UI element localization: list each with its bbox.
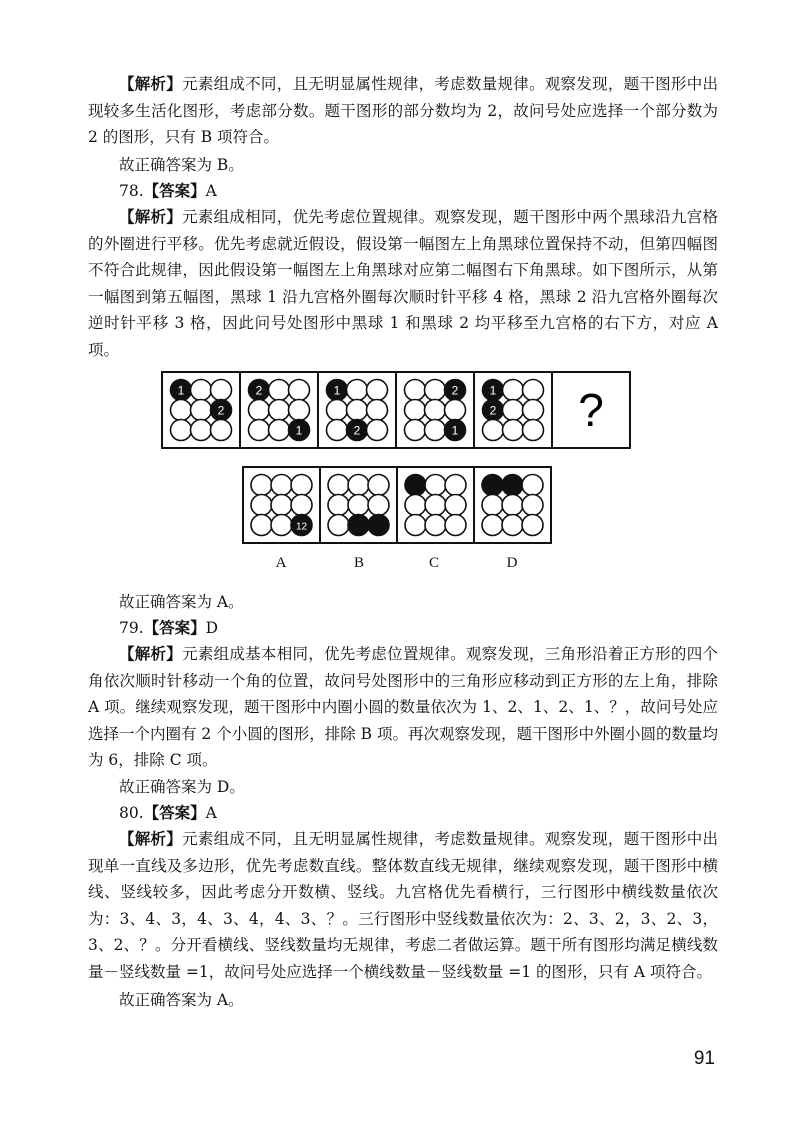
white-ball	[482, 495, 503, 516]
white-ball	[523, 380, 544, 401]
white-ball	[445, 495, 466, 516]
white-ball	[347, 380, 368, 401]
white-ball	[291, 475, 312, 496]
q78-number: 78.	[119, 182, 144, 200]
ball-label: 1	[451, 423, 459, 438]
black-ball	[405, 475, 426, 496]
white-ball	[367, 400, 388, 421]
white-ball	[251, 475, 272, 496]
q80-number: 80.	[119, 804, 144, 822]
q79-analysis-text: 元素组成基本相同，优先考虑位置规律。观察发现，三角形沿着正方形的四个角依次顺时针移动一个角的位置，故问号处图形中的三角形应移动到正方形的左上角，排除 A 项。继续观察发现，题干图形中内圈小圆的数量依次为 1、2、1、2、1、？，故问号处应选择一个内圈有 2 个小圆的图形，排除 B 项。再次观察发现，题干图形中外圈小圆的数量均为 6，排除 C 项。	[88, 645, 718, 770]
white-ball	[348, 475, 369, 496]
white-ball	[425, 495, 446, 516]
q78-answer: A	[205, 182, 217, 200]
white-ball	[368, 495, 389, 516]
white-ball	[271, 515, 292, 536]
q78-option-row	[243, 467, 551, 543]
white-ball	[271, 475, 292, 496]
q79-analysis	[88, 641, 718, 774]
white-ball	[425, 420, 446, 441]
q77-conclusion: 故正确答案为 B。	[119, 156, 244, 174]
white-ball	[328, 515, 349, 536]
black-ball	[368, 515, 389, 536]
white-ball	[445, 515, 466, 536]
white-ball	[191, 380, 212, 401]
black-ball	[502, 475, 523, 496]
q79-number: 79.	[119, 619, 144, 637]
ball-label: 1	[295, 423, 303, 438]
white-ball	[269, 380, 290, 401]
white-ball	[522, 475, 543, 496]
white-ball	[211, 380, 232, 401]
q78-analysis-tag: 【解析】	[119, 207, 183, 226]
white-ball	[269, 400, 290, 421]
option-panel-2	[320, 467, 397, 543]
white-ball	[405, 400, 426, 421]
option-label-c: C	[428, 555, 439, 571]
option-label-b: B	[353, 555, 364, 571]
q78-stem-row	[162, 372, 630, 448]
q77-analysis-tag: 【解析】	[119, 74, 183, 93]
white-ball	[171, 400, 192, 421]
ball-label: 2	[353, 423, 361, 438]
page-number: 91	[693, 1048, 715, 1069]
q80-analysis	[88, 826, 718, 986]
white-ball	[405, 515, 426, 536]
white-ball	[502, 495, 523, 516]
stem-panel-2	[240, 372, 318, 448]
ball-label: 1	[333, 383, 341, 398]
q77-analysis-text: 元素组成不同，且无明显属性规律，考虑数量规律。观察发现，题干图形中出现较多生活化图形，考虑部分数。题干图形的部分数均为 2，故问号处应选择一个部分数为 2 的图形，只有 B 项符合。	[88, 75, 718, 147]
white-ball	[405, 420, 426, 441]
white-ball	[483, 420, 504, 441]
ball-label: 2	[217, 403, 225, 418]
white-ball	[211, 420, 232, 441]
white-ball	[328, 475, 349, 496]
black-ball	[482, 475, 503, 496]
option-label-d: D	[506, 555, 518, 571]
white-ball	[289, 400, 310, 421]
white-ball	[445, 400, 466, 421]
stem-panel-1	[162, 372, 240, 448]
option-panel-3	[397, 467, 474, 543]
stem-panel-3	[318, 372, 396, 448]
ball-label: 2	[255, 383, 263, 398]
white-ball	[291, 495, 312, 516]
option-panel-1	[243, 467, 320, 543]
white-ball	[327, 400, 348, 421]
q79-answer: D	[205, 619, 219, 637]
q79-answer-line	[119, 615, 218, 641]
white-ball	[523, 420, 544, 441]
ball-label: 1	[177, 383, 185, 398]
white-ball	[368, 475, 389, 496]
white-ball	[348, 495, 369, 516]
white-ball	[347, 400, 368, 421]
q80-conclusion: 故正确答案为 A。	[119, 991, 244, 1009]
stem-panel-5	[474, 372, 552, 448]
stem-panel-4	[396, 372, 474, 448]
white-ball	[445, 475, 466, 496]
white-ball	[367, 380, 388, 401]
q80-answer-tag: 【答案】	[143, 803, 206, 822]
stem-panel-6	[552, 372, 630, 448]
q80-analysis-tag: 【解析】	[119, 829, 183, 848]
q80-analysis-text: 元素组成不同，且无明显属性规律，考虑数量规律。观察发现，题干图形中出现单一直线及多边形，优先考虑数直线。整体数直线无规律，继续观察发现，题干图形中横线、竖线较多，因此考虑分开数横、竖线。九宫格优先看横行，三行图形中横线数量依次为：3、4、3，4、3、4，4、3、？。三行图形中竖线数量依次为：2、3、2，3、2、3，3、2、？。分开看横线、竖线数量均无规律，考虑二者做运算。题干所有图形均满足横线数量－竖线数量 =1，故问号处应选择一个横线数量－竖线数量 =1 的图形，只有 A 项符合。	[88, 830, 718, 981]
q78-analysis-text: 元素组成相同，优先考虑位置规律。观察发现，题干图形中两个黑球沿九宫格的外圈进行平移。优先考虑就近假设，假设第一幅图左上角黑球位置保持不动，但第四幅图不符合此规律，因此假设第一幅图左上角黑球对应第二幅图右下角黑球。如下图所示，从第一幅图到第五幅图，黑球 1 沿九宫格外圈每次顺时针平移 4 格，黑球 2 沿九宫格外圈每次逆时针平移 3 格，因此问号处图形中黑球 1 和黑球 2 均平移至九宫格的右下方，对应 A 项。	[88, 208, 718, 359]
white-ball	[328, 495, 349, 516]
white-ball	[191, 400, 212, 421]
ball-label: 12	[295, 521, 308, 533]
white-ball	[269, 420, 290, 441]
white-ball	[523, 400, 544, 421]
white-ball	[425, 515, 446, 536]
white-ball	[249, 420, 270, 441]
white-ball	[327, 420, 348, 441]
ball-label: 1	[489, 383, 497, 398]
white-ball	[251, 495, 272, 516]
white-ball	[289, 380, 310, 401]
white-ball	[425, 400, 446, 421]
white-ball	[249, 400, 270, 421]
white-ball	[502, 515, 523, 536]
ball-label: 2	[451, 383, 459, 398]
white-ball	[191, 420, 212, 441]
white-ball	[522, 515, 543, 536]
ball-label: 2	[489, 403, 497, 418]
white-ball	[171, 420, 192, 441]
q78-conclusion: 故正确答案为 A。	[119, 593, 244, 611]
q80-answer: A	[205, 804, 217, 822]
q79-conclusion: 故正确答案为 D。	[119, 778, 245, 796]
white-ball	[405, 495, 426, 516]
white-ball	[271, 495, 292, 516]
q79-answer-tag: 【答案】	[143, 618, 206, 637]
white-ball	[367, 420, 388, 441]
white-ball	[425, 475, 446, 496]
white-ball	[522, 495, 543, 516]
option-panel-4	[474, 467, 551, 543]
white-ball	[405, 380, 426, 401]
white-ball	[482, 515, 503, 536]
black-ball	[348, 515, 369, 536]
white-ball	[503, 420, 524, 441]
white-ball	[425, 380, 446, 401]
option-label-a: A	[275, 555, 287, 571]
white-ball	[503, 400, 524, 421]
q78-answer-tag: 【答案】	[143, 181, 206, 200]
white-ball	[503, 380, 524, 401]
q79-analysis-tag: 【解析】	[119, 644, 183, 663]
question-mark: ?	[578, 384, 604, 436]
white-ball	[251, 515, 272, 536]
q80-answer-line	[119, 800, 217, 826]
